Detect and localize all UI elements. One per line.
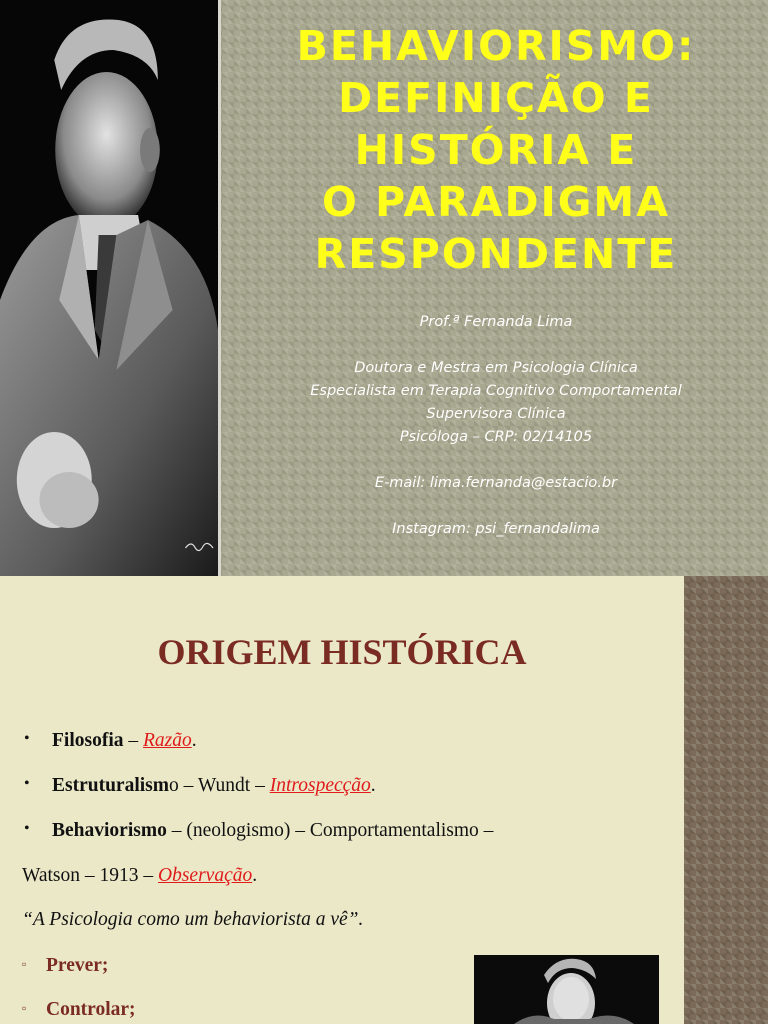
title-line: BEHAVIORISMO:	[296, 22, 696, 70]
bullet-icon: •	[24, 730, 30, 747]
square-bullet-icon: ▫	[22, 957, 27, 971]
portrait-thumbnail	[474, 955, 659, 1024]
title-line: O PARADIGMA	[322, 178, 670, 226]
title-line: RESPONDENTE	[314, 230, 678, 278]
content-slide: ORIGEM HISTÓRICA • Filosofia – Razão. • Estruturalismo – Wundt – Introspecção. • Behaviorismo – (neologismo) – Comportamentalismo – Watson – 1913 – Observação. “A Psicologia como um behaviorista a vê”. ▫ Prever; ▫ Controlar;	[0, 576, 684, 1024]
email-text: E-mail: lima.fernanda@estacio.br	[374, 475, 618, 491]
slide-title: ORIGEM HISTÓRICA	[157, 632, 527, 672]
bullet-icon: •	[24, 820, 30, 837]
bullet-continuation: Watson – 1913 – Observação.	[22, 865, 258, 886]
presenter-info	[230, 311, 762, 541]
square-bullet-icon: ▫	[22, 1001, 27, 1015]
presentation-title	[230, 20, 762, 280]
credential-line: Especialista em Terapia Cognitivo Comportamental	[310, 383, 682, 399]
title-line: DEFINIÇÃO E	[338, 74, 654, 122]
credential-line: Psicóloga – CRP: 02/14105	[399, 429, 593, 445]
quote-text: “A Psicologia como um behaviorista a vê”.	[22, 909, 364, 930]
portrait-photo	[0, 0, 221, 576]
title-line: HISTÓRIA E	[354, 126, 638, 174]
credential-line: Supervisora Clínica	[426, 406, 566, 422]
credential-line: Doutora e Mestra em Psicologia Clínica	[354, 360, 638, 376]
instagram-text: Instagram: psi_fernandalima	[392, 521, 600, 537]
bullet-icon: •	[24, 775, 30, 792]
presenter-name: Prof.ª Fernanda Lima	[419, 314, 573, 330]
